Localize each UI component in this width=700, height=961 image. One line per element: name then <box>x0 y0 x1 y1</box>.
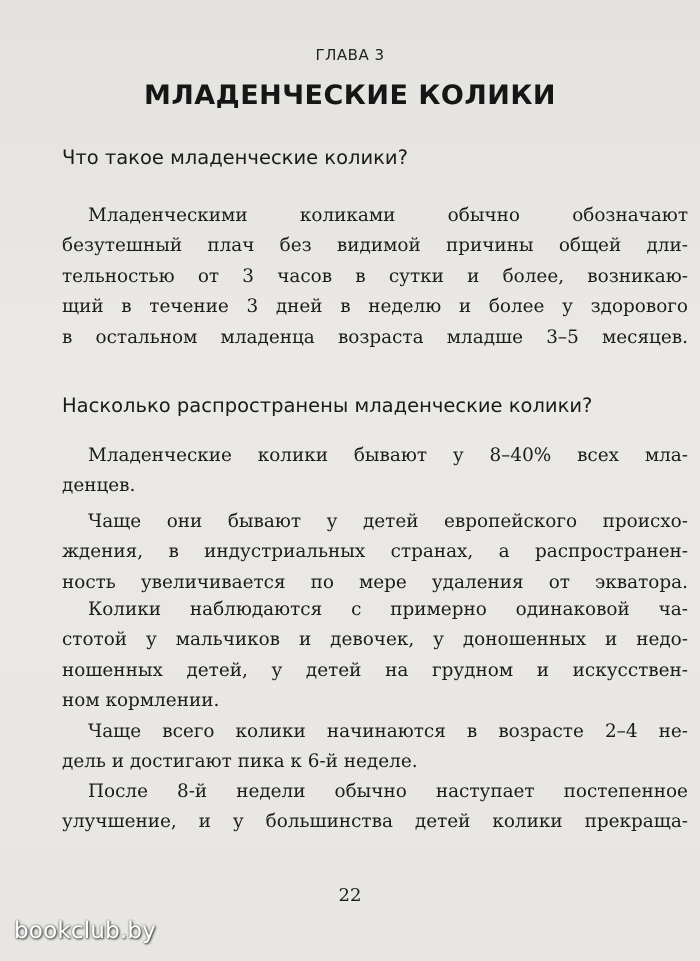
text-line: безутешный плач без видимой причины общей дли- <box>62 235 688 257</box>
text-line: После 8-й недели обычно наступает постепенное <box>88 781 688 802</box>
text-line: ность увеличивается по мере удаления от экватора. <box>62 571 688 593</box>
chapter-title: МЛАДЕНЧЕСКИЕ КОЛИКИ <box>143 80 557 111</box>
chapter-label: ГЛАВА 3 <box>315 46 385 64</box>
section-heading-2: Насколько распространены младенческие колики? <box>62 394 593 417</box>
text-line: Чаще они бывают у детей европейского происхо- <box>88 511 688 532</box>
text-line: денцев. <box>62 475 136 497</box>
text-line: ношенных детей, у детей на грудном и искусствен- <box>62 659 688 681</box>
text-line: Младенческие колики бывают у 8–40% всех мла- <box>88 445 688 466</box>
text-line: дель и достигают пика к 6-й неделе. <box>62 751 418 773</box>
text-line: стотой у мальчиков и девочек, у доношенных и недо- <box>62 629 688 651</box>
text-line: в остальном младенца возраста младше 3–5 месяцев. <box>62 326 688 348</box>
paragraph-1 <box>62 201 688 353</box>
text-line: щий в течение 3 дней в неделю и более у здорового <box>62 296 688 318</box>
paragraph-2 <box>62 441 688 502</box>
section-heading-1: Что такое младенческие колики? <box>62 146 408 169</box>
watermark-logo: bookclub.by <box>14 918 156 944</box>
paragraph-6 <box>62 777 688 838</box>
paragraph-5 <box>62 717 688 778</box>
text-line: ном кормлении. <box>62 690 220 712</box>
text-line: Младенческими коликами обычно обозначают <box>88 205 688 226</box>
text-line: ждения, в индустриальных странах, а распространен- <box>62 541 688 563</box>
text-line: улучшение, и у большинства детей колики прекраща- <box>62 811 688 833</box>
text-line: Чаще всего колики начинаются в возрасте 2–4 не- <box>88 721 688 742</box>
paragraph-4 <box>62 595 688 717</box>
text-line: Колики наблюдаются с примерно одинаковой ча- <box>88 599 688 620</box>
text-line: тельностью от 3 часов в сутки и более, возникаю- <box>62 265 688 287</box>
page-number: 22 <box>338 885 362 906</box>
paragraph-3 <box>62 507 688 598</box>
